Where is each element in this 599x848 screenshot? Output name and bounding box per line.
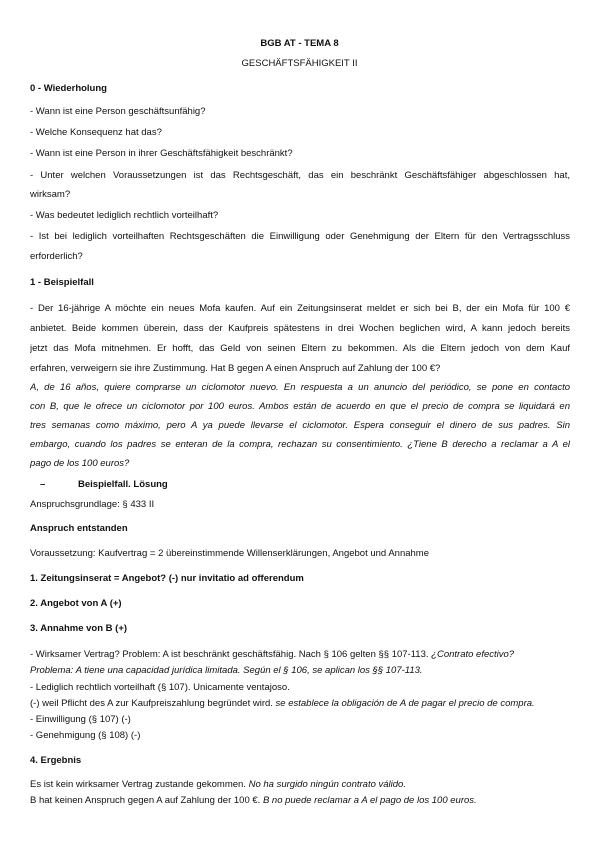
case-text-de: erfahren, verweigern sie ihre Zustimmung. Hat B gegen A einen Anspruch auf Zahlung der 100 €? bbox=[30, 363, 441, 374]
solution-heading-text: Beispielfall. Lösung bbox=[78, 479, 168, 490]
result-text-de: B hat keinen Anspruch gegen A auf Zahlung der 100 €. bbox=[30, 795, 261, 806]
case-text-es: embargo, cuando los padres se enteran de la compra, rechazan su consentimiento. ¿Tiene B derecho a reclamar a A el bbox=[30, 439, 570, 450]
effectiveness-line bbox=[30, 649, 570, 661]
step-heading: 2. Angebot von A (+) bbox=[30, 598, 122, 609]
result-line bbox=[30, 779, 570, 791]
result-text-es: B no puede reclamar a A el pago de los 100 euros. bbox=[262, 795, 477, 806]
result-text-de: Es ist kein wirksamer Vertrag zustande gekommen. bbox=[30, 779, 246, 790]
consent-line: - Einwilligung (§ 107) (-) bbox=[30, 714, 131, 725]
step-heading: 1. Zeitungsinserat = Angebot? (-) nur invitatio ad offerendum bbox=[30, 573, 304, 584]
result-text-es: No ha surgido ningún contrato válido. bbox=[248, 779, 406, 790]
effectiveness-text-es: ¿Contrato efectivo? bbox=[431, 649, 515, 660]
review-question: - Was bedeutet lediglich rechtlich vorteilhaft? bbox=[30, 210, 219, 221]
case-text-de: - Der 16-jährige A möchte ein neues Mofa kaufen. Auf ein Zeitungsinserat meldet er sich bei B, der ein Mofa für 100 € bbox=[30, 303, 570, 314]
result-line bbox=[30, 795, 570, 807]
review-question-continuation: wirksam? bbox=[30, 189, 71, 200]
section-heading-case: 1 - Beispielfall bbox=[30, 277, 94, 288]
duty-text-es: se establece la obligación de A de pagar el precio de compra. bbox=[275, 698, 535, 709]
review-question-continuation: erforderlich? bbox=[30, 251, 83, 262]
case-text-de: jetzt das Mofa mitnehmen. Er hofft, das Geld von seinen Eltern zu bekommen. Als die Eltern jedoch von dem Kauf bbox=[30, 343, 570, 354]
case-text-de: anbietet. Beide kommen überein, dass der Kaufpreis spätestens in drei Wochen beglichen wird, A kann jedoch bereits bbox=[30, 323, 570, 334]
effectiveness-text-es: Problema: A tiene una capacidad jurídica limitada. Según el § 106, se aplican los §§ 107-113. bbox=[30, 665, 423, 676]
case-text-es: A, de 16 años, quiere comprarse un ciclomotor nuevo. En respuesta a un anuncio del periódico, se pone en contacto bbox=[30, 382, 570, 393]
step-heading: 3. Annahme von B (+) bbox=[30, 623, 128, 634]
review-question: - Welche Konsequenz hat das? bbox=[30, 127, 162, 138]
case-text-es: pago de los 100 euros? bbox=[30, 458, 130, 469]
case-text-es: con B, que le ofrece un ciclomotor por 100 euros. Ambos están de acuerdo en que el precio de compra se liquidará en bbox=[30, 401, 570, 412]
approval-line: - Genehmigung (§ 108) (-) bbox=[30, 730, 141, 741]
section-heading-review: 0 - Wiederholung bbox=[30, 83, 107, 94]
review-question: - Wann ist eine Person in ihrer Geschäftsfähigkeit beschränkt? bbox=[30, 148, 293, 159]
solution-heading bbox=[40, 479, 580, 491]
claim-heading: Anspruch entstanden bbox=[30, 523, 128, 534]
document-subtitle: GESCHÄFTSFÄHIGKEIT II bbox=[241, 58, 358, 69]
review-question: - Ist bei lediglich vorteilhaften Rechtsgeschäften die Einwilligung oder Genehmigung der Eltern für den Vertragsschluss bbox=[30, 231, 570, 242]
review-question: - Wann ist eine Person geschäftsunfähig? bbox=[30, 106, 206, 117]
effectiveness-text-de: - Wirksamer Vertrag? Problem: A ist beschränkt geschäftsfähig. Nach § 106 gelten §§ 107-113. bbox=[30, 649, 429, 660]
result-heading: 4. Ergebnis bbox=[30, 755, 82, 766]
case-text-es: tres semanas como máximo, pero A ya puede llevarse el ciclomotor. Espera conseguir el dinero de sus padres. Sin bbox=[30, 420, 570, 431]
review-question: - Unter welchen Voraussetzungen ist das Rechtsgeschäft, das ein beschränkt Geschäftsfähiger abgeschlossen hat, bbox=[30, 170, 570, 181]
requirement-text: Voraussetzung: Kaufvertrag = 2 übereinstimmende Willenserklärungen, Angebot und Annahme bbox=[30, 548, 429, 559]
duty-text-de: (-) weil Pflicht des A zur Kaufpreiszahlung begründet wird. bbox=[30, 698, 273, 709]
advantage-line: - Lediglich rechtlich vorteilhaft (§ 107). Unicamente ventajoso. bbox=[30, 682, 290, 693]
bullet-dash: – bbox=[40, 479, 46, 490]
duty-line bbox=[30, 698, 570, 710]
document-title: BGB AT - TEMA 8 bbox=[260, 38, 339, 49]
claim-basis: Anspruchsgrundlage: § 433 II bbox=[30, 499, 155, 510]
